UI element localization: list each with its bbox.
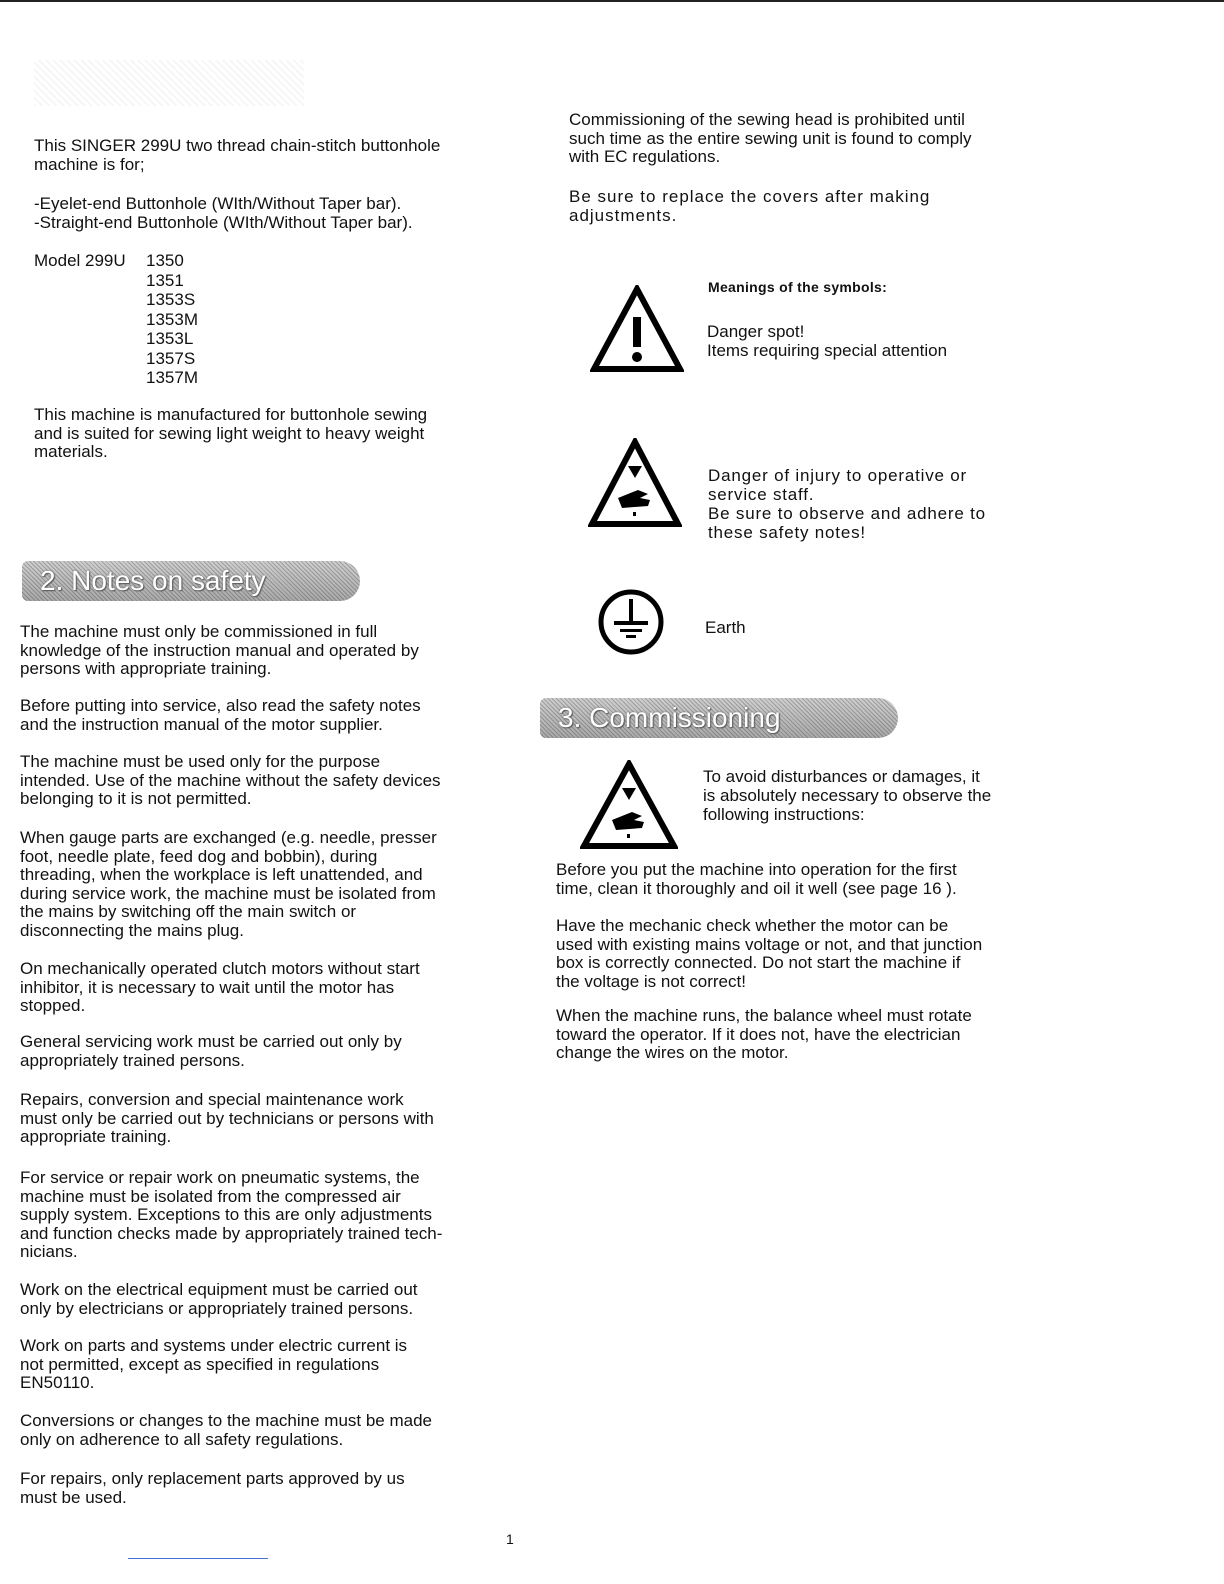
page-number: 1 <box>506 1531 514 1547</box>
safety-note-line: stopped. <box>20 996 86 1015</box>
covers-note-line: Be sure to replace the covers after making <box>569 187 931 206</box>
instruction-line: toward the operator. If it does not, have the electrician <box>556 1024 961 1044</box>
model-number: 1350 <box>146 251 184 270</box>
safety-note-line: supply system. Exceptions to this are only adjustments <box>20 1205 432 1224</box>
safety-note-line: must only be carried out by technicians or persons with <box>20 1108 434 1128</box>
safety-note-line: disconnecting the mains plug. <box>20 920 244 940</box>
symbols-heading: Meanings of the symbols: <box>708 279 888 295</box>
model-number: 1357M <box>146 368 198 387</box>
commissioning-note <box>569 111 1039 167</box>
top-rule <box>0 0 1224 2</box>
safety-note-line: during service work, the machine must be isolated from <box>20 883 436 903</box>
instruction-line: Have the mechanic check whether the motor can be <box>556 916 949 935</box>
commissioning-note-line: with EC regulations. <box>569 147 721 166</box>
symbol-text-line: Be sure to observe and adhere to <box>708 504 986 523</box>
safety-note-line: the mains by switching off the main switch or <box>20 902 357 921</box>
safety-note-line: persons with appropriate training. <box>20 659 272 678</box>
symbol-danger-spot-text <box>707 322 947 360</box>
symbol-text-line: Danger spot! <box>707 322 805 341</box>
commissioning-instruction-paragraph <box>556 861 1026 898</box>
instruction-line: When the machine runs, the balance wheel must rotate <box>556 1006 972 1025</box>
instruction-line: change the wires on the motor. <box>556 1043 789 1062</box>
safety-note-paragraph <box>20 697 500 734</box>
safety-note-line: For service or repair work on pneumatic systems, the <box>20 1168 420 1187</box>
symbol-text-line: service staff. <box>708 485 815 504</box>
symbol-text-line: these safety notes! <box>708 523 866 542</box>
symbol-injury-text <box>708 466 1038 542</box>
commissioning-warning-intro <box>703 767 1023 824</box>
safety-note-line: Work on parts and systems under electric current is <box>20 1336 408 1355</box>
safety-note-line: belonging to it is not permitted. <box>20 789 252 808</box>
instruction-line: box is correctly connected. Do not start the machine if <box>556 953 961 972</box>
model-number: 1353L <box>146 329 194 348</box>
safety-note-line: nicians. <box>20 1242 78 1261</box>
covers-note <box>569 188 1039 225</box>
safety-note-line: On mechanically operated clutch motors without start <box>20 959 420 978</box>
safety-note-paragraph <box>20 1033 500 1070</box>
hand-injury-warning-icon <box>580 760 678 855</box>
purpose-paragraph <box>34 406 514 462</box>
safety-note-line: and function checks made by appropriately trained tech- <box>20 1223 443 1243</box>
safety-note-line: not permitted, except as specified in regulations <box>20 1354 380 1374</box>
commissioning-section-banner: 3. Commissioning <box>540 698 898 738</box>
safety-note-paragraph <box>20 1169 500 1262</box>
safety-note-line: EN50110. <box>20 1373 95 1392</box>
intro-line-2: machine is for; <box>34 154 145 174</box>
safety-note-line: and the instruction manual of the motor supplier. <box>20 714 383 734</box>
intro-paragraph <box>34 137 514 174</box>
warning-intro-line: following instructions: <box>703 805 865 824</box>
commissioning-note-line: such time as the entire sewing unit is found to comply <box>569 128 972 148</box>
safety-note-paragraph <box>20 1091 500 1147</box>
safety-note-line: inhibitor, it is necessary to wait until the motor has <box>20 977 395 997</box>
warning-intro-line: To avoid disturbances or damages, it <box>703 767 980 786</box>
model-number: 1351 <box>146 270 184 290</box>
use-straight-end: -Straight-end Buttonhole (WIth/Without Taper bar). <box>34 212 413 232</box>
commissioning-note-line: Commissioning of the sewing head is prohibited until <box>569 110 965 129</box>
model-list <box>146 251 198 388</box>
symbol-text-line: Danger of injury to operative or <box>708 466 968 485</box>
symbol-text-line: Items requiring special attention <box>707 341 948 360</box>
hand-injury-warning-icon <box>588 438 682 533</box>
model-number: 1357S <box>146 348 196 368</box>
instruction-line: the voltage is not correct! <box>556 971 746 991</box>
instruction-line: used with existing mains voltage or not, and that junction <box>556 934 983 954</box>
uses-list <box>34 195 514 232</box>
commissioning-instruction-paragraph <box>556 1007 1026 1063</box>
safety-note-paragraph <box>20 1281 500 1318</box>
symbol-earth-text <box>705 618 746 637</box>
use-eyelet-end: -Eyelet-end Buttonhole (WIth/Without Taper bar). <box>34 194 402 213</box>
commissioning-instruction-paragraph <box>556 917 1026 991</box>
model-number: 1353S <box>146 290 196 309</box>
safety-note-line: Conversions or changes to the machine must be made <box>20 1411 433 1430</box>
safety-note-paragraph <box>20 1470 500 1507</box>
model-label: Model 299U <box>34 251 126 270</box>
safety-note-paragraph <box>20 1337 500 1393</box>
safety-note-line: Work on the electrical equipment must be carried out <box>20 1280 418 1299</box>
exclamation-warning-icon <box>590 285 684 378</box>
purpose-line: This machine is manufactured for buttonhole sewing <box>34 405 428 424</box>
safety-note-line: must be used. <box>20 1487 127 1507</box>
safety-section-banner: 2. Notes on safety <box>22 561 360 601</box>
intro-line-1: This SINGER 299U two thread chain-stitch buttonhole <box>34 136 441 155</box>
bottom-link-underline <box>128 1558 268 1559</box>
safety-note-line: General servicing work must be carried out only by <box>20 1032 402 1051</box>
safety-note-line: foot, needle plate, feed dog and bobbin), during <box>20 846 378 866</box>
safety-note-line: knowledge of the instruction manual and operated by <box>20 640 419 660</box>
symbol-text-line: Earth <box>705 618 746 637</box>
safety-note-paragraph <box>20 753 500 809</box>
purpose-line: materials. <box>34 442 108 461</box>
safety-note-paragraph <box>20 829 500 940</box>
covers-note-line: adjustments. <box>569 205 678 225</box>
safety-note-line: Repairs, conversion and special maintenance work <box>20 1090 404 1109</box>
safety-note-line: The machine must be used only for the purpose <box>20 752 381 771</box>
safety-note-paragraph <box>20 960 500 1016</box>
safety-note-line: only on adherence to all safety regulations. <box>20 1429 344 1449</box>
safety-note-line: appropriately trained persons. <box>20 1050 245 1070</box>
safety-note-paragraph <box>20 1412 500 1449</box>
instruction-line: Before you put the machine into operation for the first <box>556 860 957 879</box>
safety-note-line: When gauge parts are exchanged (e.g. needle, presser <box>20 828 437 847</box>
safety-note-line: The machine must only be commissioned in full <box>20 622 378 641</box>
instruction-line: time, clean it thoroughly and oil it well (see page 16 ). <box>556 878 957 898</box>
safety-note-line: For repairs, only replacement parts approved by us <box>20 1469 405 1488</box>
model-number: 1353M <box>146 309 198 329</box>
safety-note-line: machine must be isolated from the compressed air <box>20 1186 401 1206</box>
safety-note-line: intended. Use of the machine without the safety devices <box>20 770 441 790</box>
safety-note-line: threading, when the workplace is left unattended, and <box>20 865 423 884</box>
earth-ground-icon <box>596 587 666 662</box>
safety-note-line: Before putting into service, also read the safety notes <box>20 696 421 715</box>
safety-note-line: only by electricians or appropriately trained persons. <box>20 1298 414 1318</box>
faded-section-heading <box>34 60 304 106</box>
warning-intro-line: is absolutely necessary to observe the <box>703 786 992 805</box>
safety-note-line: appropriate training. <box>20 1127 172 1146</box>
safety-note-paragraph <box>20 623 500 679</box>
purpose-line: and is suited for sewing light weight to heavy weight <box>34 423 425 443</box>
